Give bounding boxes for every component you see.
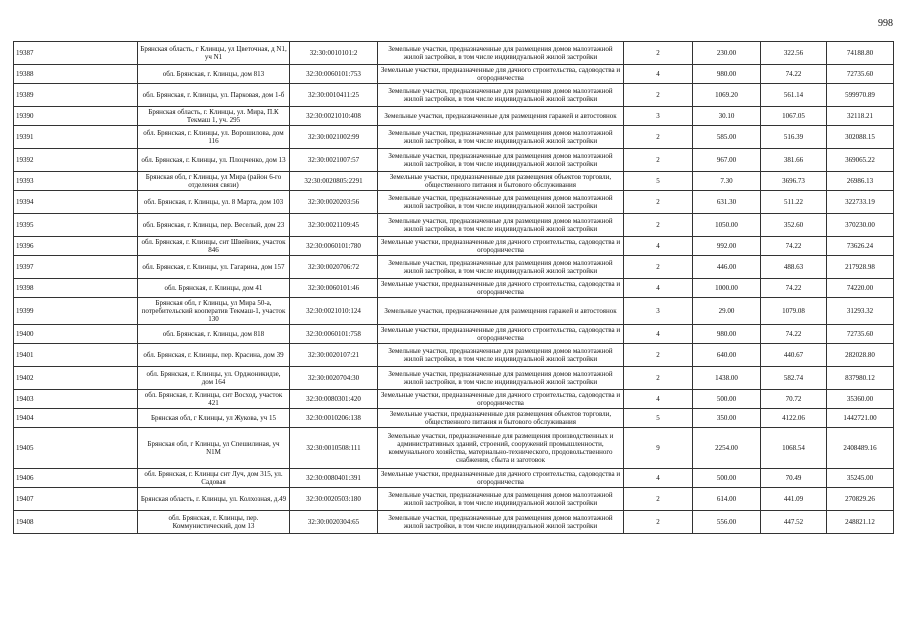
table-row [14,428,894,469]
address-cell: обл. Брянская, г. Клинцы, пер. Коммунистический, дом 13 [138,511,290,534]
address-cell: Брянская обл, г Клинцы, ул Жукова, уч 15 [138,409,290,428]
land-use-cell: Земельные участки, предназначенные для размещения производственных и административных зданий, строений, сооружений промышленности, коммунального хозяйства, материально-технического, продовольственного снабжения, сбыта и заготовок [378,428,624,469]
cadastral-number-cell: 32:30:0020805:2291 [290,172,378,191]
cadastral-value-cell: 599970.89 [827,84,894,107]
address-cell: обл. Брянская, г. Клинцы, пер. Веселый, дом 23 [138,214,290,237]
cadastral-value-cell: 322733.19 [827,191,894,214]
table-body [14,42,894,534]
row-number: 19392 [14,149,138,172]
group-cell: 2 [624,84,693,107]
group-cell: 5 [624,172,693,191]
specific-value-cell: 440.67 [761,344,827,367]
area-cell: 1050.00 [693,214,761,237]
specific-value-cell: 322.56 [761,42,827,65]
table-row [14,84,894,107]
cadastral-value-table [13,41,894,534]
group-cell: 3 [624,107,693,126]
land-use-cell: Земельные участки, предназначенные для размещения домов малоэтажной жилой застройки, в том числе индивидуальной жилой застройки [378,149,624,172]
land-use-cell: Земельные участки, предназначенные для размещения домов малоэтажной жилой застройки, в том числе индивидуальной жилой застройки [378,511,624,534]
cadastral-number-cell: 32:30:0021010:124 [290,298,378,325]
specific-value-cell: 488.63 [761,256,827,279]
group-cell: 3 [624,298,693,325]
table-row [14,488,894,511]
address-cell: обл. Брянская, г. Клинцы, снт Швейник, участок 846 [138,237,290,256]
land-use-cell: Земельные участки, предназначенные для дачного строительства, садоводства и огородничества [378,237,624,256]
cadastral-number-cell: 32:30:0010508:111 [290,428,378,469]
row-number: 19399 [14,298,138,325]
row-number: 19391 [14,126,138,149]
area-cell: 980.00 [693,325,761,344]
specific-value-cell: 1068.54 [761,428,827,469]
row-number: 19394 [14,191,138,214]
cadastral-value-cell: 2408489.16 [827,428,894,469]
specific-value-cell: 74.22 [761,65,827,84]
area-cell: 30.10 [693,107,761,126]
cadastral-value-cell: 217928.98 [827,256,894,279]
land-use-cell: Земельные участки, предназначенные для дачного строительства, садоводства и огородничества [378,469,624,488]
area-cell: 556.00 [693,511,761,534]
row-number: 19396 [14,237,138,256]
area-cell: 1000.00 [693,279,761,298]
specific-value-cell: 70.49 [761,469,827,488]
row-number: 19388 [14,65,138,84]
specific-value-cell: 3696.73 [761,172,827,191]
land-use-cell: Земельные участки, предназначенные для размещения домов малоэтажной жилой застройки, в том числе индивидуальной жилой застройки [378,191,624,214]
specific-value-cell: 441.09 [761,488,827,511]
specific-value-cell: 447.52 [761,511,827,534]
cadastral-number-cell: 32:30:0060101:780 [290,237,378,256]
specific-value-cell: 70.72 [761,390,827,409]
table-row [14,469,894,488]
cadastral-value-cell: 837980.12 [827,367,894,390]
land-use-cell: Земельные участки, предназначенные для размещения домов малоэтажной жилой застройки, в том числе индивидуальной жилой застройки [378,214,624,237]
row-number: 19397 [14,256,138,279]
row-number: 19408 [14,511,138,534]
group-cell: 2 [624,214,693,237]
cadastral-number-cell: 32:30:0020107:21 [290,344,378,367]
cadastral-number-cell: 32:30:0060101:46 [290,279,378,298]
land-use-cell: Земельные участки, предназначенные для размещения домов малоэтажной жилой застройки, в том числе индивидуальной жилой застройки [378,256,624,279]
land-use-cell: Земельные участки, предназначенные для размещения гаражей и автостоянок [378,107,624,126]
land-use-cell: Земельные участки, предназначенные для размещения объектов торговли, общественного питания и бытового обслуживания [378,172,624,191]
row-number: 19403 [14,390,138,409]
area-cell: 500.00 [693,390,761,409]
cadastral-number-cell: 32:30:0010206:138 [290,409,378,428]
specific-value-cell: 381.66 [761,149,827,172]
table-row [14,511,894,534]
address-cell: обл. Брянская, г. Клинцы, ул. Парковая, дом 1-б [138,84,290,107]
address-cell: обл. Брянская, г. Клинцы, снт Восход, участок 421 [138,390,290,409]
table-row [14,409,894,428]
table-row [14,42,894,65]
cadastral-value-cell: 32118.21 [827,107,894,126]
address-cell: обл. Брянская, г. Клинцы снт Луч, дом 315, ул. Садовая [138,469,290,488]
area-cell: 614.00 [693,488,761,511]
cadastral-number-cell: 32:30:0020704:30 [290,367,378,390]
group-cell: 4 [624,237,693,256]
cadastral-value-cell: 74188.80 [827,42,894,65]
address-cell: Брянская обл, г Клинцы, ул Спешилиная, уч N1М [138,428,290,469]
row-number: 19387 [14,42,138,65]
area-cell: 585.00 [693,126,761,149]
row-number: 19389 [14,84,138,107]
cadastral-value-cell: 370230.00 [827,214,894,237]
cadastral-value-cell: 282028.80 [827,344,894,367]
specific-value-cell: 74.22 [761,279,827,298]
cadastral-value-cell: 72735.60 [827,325,894,344]
cadastral-number-cell: 32:30:0060101:753 [290,65,378,84]
cadastral-value-cell: 26986.13 [827,172,894,191]
cadastral-value-cell: 31293.32 [827,298,894,325]
group-cell: 9 [624,428,693,469]
cadastral-value-cell: 369065.22 [827,149,894,172]
address-cell: обл. Брянская, г. Клинцы, ул. Гагарина, дом 157 [138,256,290,279]
cadastral-number-cell: 32:30:0010101:2 [290,42,378,65]
land-use-cell: Земельные участки, предназначенные для размещения домов малоэтажной жилой застройки, в том числе индивидуальной жилой застройки [378,488,624,511]
land-use-cell: Земельные участки, предназначенные для размещения домов малоэтажной жилой застройки, в том числе индивидуальной жилой застройки [378,126,624,149]
address-cell: Брянская обл, г Клинцы, ул Мира 50-а, потребительский кооператив Текмаш-1, участок 130 [138,298,290,325]
table-row [14,390,894,409]
group-cell: 2 [624,488,693,511]
table-row [14,344,894,367]
area-cell: 230.00 [693,42,761,65]
address-cell: обл. Брянская, г. Клинцы, дом 813 [138,65,290,84]
address-cell: Брянская область, г Клинцы, ул Цветочная, д N1, уч N1 [138,42,290,65]
group-cell: 4 [624,390,693,409]
address-cell: обл. Брянская, г. Клинцы, дом 818 [138,325,290,344]
table-row [14,65,894,84]
table-row [14,298,894,325]
specific-value-cell: 74.22 [761,325,827,344]
row-number: 19401 [14,344,138,367]
cadastral-value-cell: 302088.15 [827,126,894,149]
land-use-cell: Земельные участки, предназначенные для размещения домов малоэтажной жилой застройки, в том числе индивидуальной жилой застройки [378,84,624,107]
row-number: 19402 [14,367,138,390]
specific-value-cell: 352.60 [761,214,827,237]
table-row [14,367,894,390]
land-use-cell: Земельные участки, предназначенные для размещения объектов торговли, общественного питания и бытового обслуживания [378,409,624,428]
cadastral-value-cell: 72735.60 [827,65,894,84]
table-row [14,107,894,126]
cadastral-number-cell: 32:30:0021002:99 [290,126,378,149]
cadastral-value-cell: 248821.12 [827,511,894,534]
area-cell: 640.00 [693,344,761,367]
group-cell: 2 [624,344,693,367]
area-cell: 992.00 [693,237,761,256]
row-number: 19390 [14,107,138,126]
table-row [14,191,894,214]
area-cell: 7.30 [693,172,761,191]
cadastral-value-cell: 35360.00 [827,390,894,409]
cadastral-value-cell: 35245.00 [827,469,894,488]
group-cell: 2 [624,256,693,279]
area-cell: 500.00 [693,469,761,488]
table-row [14,126,894,149]
specific-value-cell: 1079.08 [761,298,827,325]
row-number: 19393 [14,172,138,191]
row-number: 19400 [14,325,138,344]
area-cell: 967.00 [693,149,761,172]
area-cell: 29.00 [693,298,761,325]
group-cell: 4 [624,279,693,298]
table-row [14,237,894,256]
cadastral-number-cell: 32:30:0080301:420 [290,390,378,409]
specific-value-cell: 1067.05 [761,107,827,126]
group-cell: 4 [624,469,693,488]
address-cell: Брянская обл, г Клинцы, ул Мира (район 6-го отделения связи) [138,172,290,191]
cadastral-number-cell: 32:30:0020706:72 [290,256,378,279]
specific-value-cell: 561.14 [761,84,827,107]
address-cell: обл. Брянская, г. Клинцы, ул. Ворошилова, дом 116 [138,126,290,149]
land-use-cell: Земельные участки, предназначенные для размещения домов малоэтажной жилой застройки, в том числе индивидуальной жилой застройки [378,42,624,65]
cadastral-number-cell: 32:30:0021109:45 [290,214,378,237]
table-row [14,172,894,191]
table-row [14,214,894,237]
specific-value-cell: 511.22 [761,191,827,214]
specific-value-cell: 582.74 [761,367,827,390]
specific-value-cell: 4122.06 [761,409,827,428]
group-cell: 2 [624,42,693,65]
cadastral-value-cell: 74220.00 [827,279,894,298]
cadastral-number-cell: 32:30:0060101:758 [290,325,378,344]
group-cell: 2 [624,511,693,534]
table-row [14,325,894,344]
cadastral-value-cell: 270829.26 [827,488,894,511]
row-number: 19405 [14,428,138,469]
land-use-cell: Земельные участки, предназначенные для дачного строительства, садоводства и огородничества [378,65,624,84]
row-number: 19406 [14,469,138,488]
land-use-cell: Земельные участки, предназначенные для размещения гаражей и автостоянок [378,298,624,325]
row-number: 19404 [14,409,138,428]
cadastral-number-cell: 32:30:0020304:65 [290,511,378,534]
table-row [14,149,894,172]
area-cell: 2254.00 [693,428,761,469]
table-row [14,279,894,298]
address-cell: обл. Брянская, г. Клинцы, ул. 8 Марта, дом 103 [138,191,290,214]
address-cell: обл. Брянская, г. Клинцы, пер. Красина, дом 39 [138,344,290,367]
specific-value-cell: 516.39 [761,126,827,149]
group-cell: 2 [624,367,693,390]
group-cell: 2 [624,191,693,214]
group-cell: 4 [624,325,693,344]
cadastral-number-cell: 32:30:0020203:56 [290,191,378,214]
cadastral-number-cell: 32:30:0080401:391 [290,469,378,488]
cadastral-number-cell: 32:30:0010411:25 [290,84,378,107]
cadastral-value-cell: 73626.24 [827,237,894,256]
address-cell: Брянская область, г. Клинцы, ул. Колхозная, д.49 [138,488,290,511]
cadastral-value-cell: 1442721.00 [827,409,894,428]
land-use-cell: Земельные участки, предназначенные для дачного строительства, садоводства и огородничества [378,325,624,344]
group-cell: 2 [624,126,693,149]
area-cell: 446.00 [693,256,761,279]
area-cell: 1069.20 [693,84,761,107]
land-use-cell: Земельные участки, предназначенные для дачного строительства, садоводства и огородничества [378,279,624,298]
address-cell: обл. Брянская, г. Клинцы, дом 41 [138,279,290,298]
address-cell: обл. Брянская, г. Клинцы, ул. Орджоникидзе, дом 164 [138,367,290,390]
area-cell: 631.30 [693,191,761,214]
cadastral-number-cell: 32:30:0021010:408 [290,107,378,126]
land-use-cell: Земельные участки, предназначенные для дачного строительства, садоводства и огородничества [378,390,624,409]
group-cell: 5 [624,409,693,428]
cadastral-number-cell: 32:30:0020503:180 [290,488,378,511]
cadastral-number-cell: 32:30:0021007:57 [290,149,378,172]
group-cell: 2 [624,149,693,172]
table-row [14,256,894,279]
area-cell: 350.00 [693,409,761,428]
row-number: 19398 [14,279,138,298]
area-cell: 980.00 [693,65,761,84]
area-cell: 1438.00 [693,367,761,390]
land-use-cell: Земельные участки, предназначенные для размещения домов малоэтажной жилой застройки, в том числе индивидуальной жилой застройки [378,367,624,390]
address-cell: обл. Брянская, г. Клинцы, ул. Плоцченко, дом 13 [138,149,290,172]
land-use-cell: Земельные участки, предназначенные для размещения домов малоэтажной жилой застройки, в том числе индивидуальной жилой застройки [378,344,624,367]
group-cell: 4 [624,65,693,84]
row-number: 19395 [14,214,138,237]
page-number: 998 [878,18,893,29]
address-cell: Брянская область, г. Клинцы, ул. Мира, П.К Текмаш 1, уч. 295 [138,107,290,126]
specific-value-cell: 74.22 [761,237,827,256]
row-number: 19407 [14,488,138,511]
